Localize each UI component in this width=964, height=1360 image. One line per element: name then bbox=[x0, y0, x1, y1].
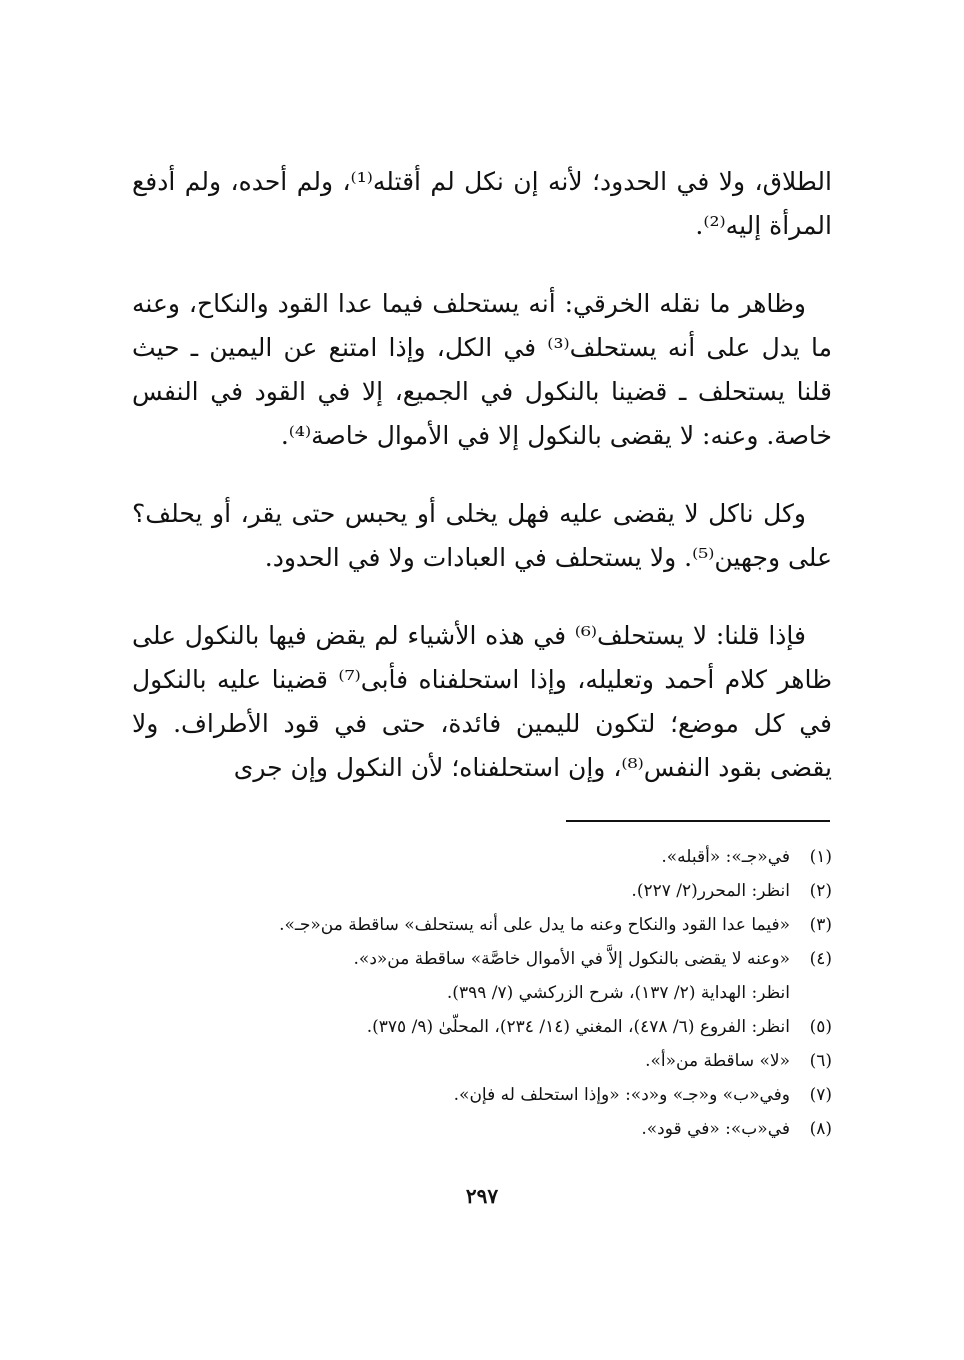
footnote-text: انظر: الهداية (٢/ ١٣٧)، شرح الزركشي (٧/ ٣٩٩). bbox=[446, 983, 790, 1003]
footnote-text: في«جـ»: «أقبله». bbox=[661, 847, 790, 867]
page-number: ٢٩٧ bbox=[465, 1184, 499, 1208]
footnotes-list bbox=[132, 840, 832, 1146]
footnote-number: (٨) bbox=[809, 1119, 832, 1139]
footnote-7 bbox=[132, 1078, 832, 1112]
footnote-text: انظر: المحرر(٢/ ٢٢٧). bbox=[631, 881, 790, 901]
paragraph-1: الطلاق، ولا في الحدود؛ لأنه إن نكل لم أقتله⁽¹⁾، ولم أحده، ولم أدفع المرأة إليه⁽²⁾. bbox=[132, 167, 832, 240]
footnote-text: في«ب»: «في قود». bbox=[641, 1119, 790, 1139]
footnote-4-continuation bbox=[132, 976, 832, 1010]
footnote-8 bbox=[132, 1112, 832, 1146]
footnote-2 bbox=[132, 874, 832, 908]
footnote-number: (٢) bbox=[809, 881, 832, 901]
footnote-text: «وعنه لا يقضى بالنكول إلاَّ في الأموال خاصَّة» ساقطة من«د». bbox=[353, 949, 790, 969]
paragraph-3: وكل ناكل لا يقضى عليه فهل يخلى أو يحبس حتى يقر، أو يحلف؟ على وجهين⁽⁵⁾. ولا يستحلف في العبادات ولا في الحدود. bbox=[132, 499, 832, 572]
footnote-5 bbox=[132, 1010, 832, 1044]
footnote-separator bbox=[566, 820, 830, 822]
footnote-4 bbox=[132, 942, 832, 976]
footnote-text: انظر: الفروع (٦/ ٤٧٨)، المغني (١٤/ ٢٣٤)، المحلّىٰ (٩/ ٣٧٥). bbox=[366, 1017, 790, 1037]
paragraph-2: وظاهر ما نقله الخرقي: أنه يستحلف فيما عدا القود والنكاح، وعنه ما يدل على أنه يستحلف⁽³⁾ في الكل، وإذا امتنع عن اليمين ـ حيث قلنا يستحلف ـ قضينا بالنكول في الجميع، إلا في القود في النفس خاصة. وعنه: لا يقضى بالنكول إلا في الأموال خاصة⁽⁴⁾. bbox=[132, 289, 832, 450]
footnote-number: (٦) bbox=[809, 1051, 832, 1071]
footnote-number: (٥) bbox=[809, 1017, 832, 1037]
footnote-1 bbox=[132, 840, 832, 874]
footnote-number: (٧) bbox=[809, 1085, 832, 1105]
footnote-text: وفي«ب» و«جـ» و«د»: «وإذا استحلف له فإن». bbox=[453, 1085, 790, 1105]
footnote-number: (٤) bbox=[809, 949, 832, 969]
footnote-3 bbox=[132, 908, 832, 942]
footnote-text: «فيما عدا القود والنكاح وعنه ما يدل على أنه يستحلف» ساقطة من«جـ». bbox=[279, 915, 790, 935]
footnote-number: (١) bbox=[809, 847, 832, 867]
footnote-text: «لا» ساقطة من«أ». bbox=[645, 1051, 790, 1071]
paragraph-4: فإذا قلنا: لا يستحلف⁽⁶⁾ في هذه الأشياء لم يقض فيها بالنكول على ظاهر كلام أحمد وتعليله، وإذا استحلفناه فأبى⁽⁷⁾ قضينا عليه بالنكول في كل موضع؛ لتكون لليمين فائدة، حتى في قود الأطراف. ولا يقضى بقود النفس⁽⁸⁾، وإن استحلفناه؛ لأن النكول وإن جرى bbox=[132, 621, 833, 782]
footnote-number: (٣) bbox=[809, 915, 832, 935]
main-text bbox=[132, 160, 832, 824]
footnote-6 bbox=[132, 1044, 832, 1078]
